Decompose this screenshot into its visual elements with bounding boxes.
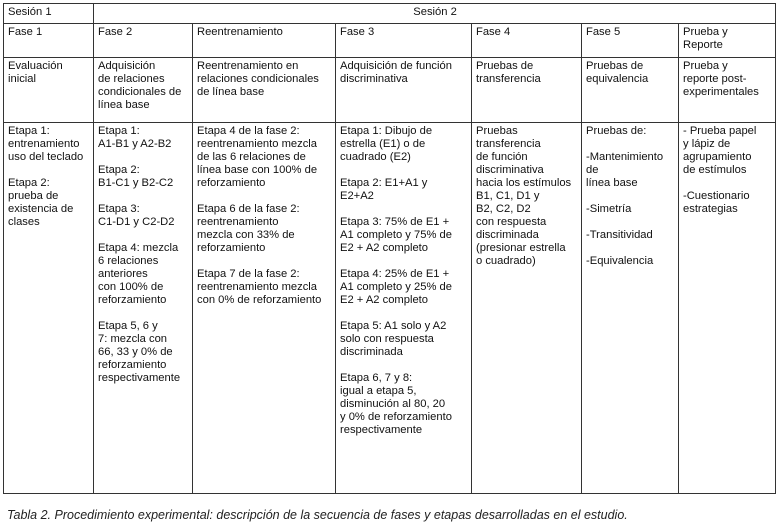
stage-text: Etapa 1: A1-B1 y A2-B2	[98, 125, 172, 150]
procedure-table	[3, 3, 776, 494]
table-caption: Tabla 2. Procedimiento experimental: descripción de la secuencia de fases y etapas desarrolladas en el estudio.	[7, 508, 628, 522]
stage-text: Etapa 5, 6 y 7: mezcla con 66, 33 y 0% de reforzamiento respectivamente	[98, 320, 181, 384]
stage-text: Etapa 5: A1 solo y A2 solo con respuesta discriminada	[340, 320, 447, 358]
stage-text: Etapa 1: Dibujo de estrella (E1) o de cuadrado (E2)	[340, 125, 433, 163]
stage-text: Pruebas transferencia de función discriminativa hacia los estímulos B1, C1, D1 y B2, C2, D2 con respuesta discriminada (presionar estrella o cuadrado)	[476, 125, 572, 267]
stage-text: -Simetría	[586, 203, 632, 215]
phase-header: Fase 3	[336, 24, 472, 58]
phase-details	[4, 123, 94, 494]
phase-header: Fase 1	[4, 24, 94, 58]
phase-header: Prueba y Reporte	[679, 24, 776, 58]
phase-details	[582, 123, 679, 494]
stage-text: Etapa 3: 75% de E1 + A1 completo y 75% de E2 + A2 completo	[340, 216, 452, 254]
phase-details	[94, 123, 193, 494]
phase-description: Pruebas de transferencia	[472, 58, 582, 123]
stage-text: -Transitividad	[586, 229, 653, 241]
session-1-header: Sesión 1	[4, 4, 94, 24]
stage-text: -Mantenimiento de línea base	[586, 151, 664, 189]
stage-text: Etapa 2: prueba de existencia de clases	[8, 177, 74, 228]
stage-text: Pruebas de:	[586, 125, 647, 137]
phase-header: Fase 4	[472, 24, 582, 58]
stage-text: -Cuestionario estrategias	[683, 190, 750, 215]
stage-text: Etapa 6 de la fase 2: reentrenamiento mezcla con 33% de reforzamiento	[197, 203, 300, 254]
stage-text: Etapa 4: mezcla 6 relaciones anteriores con 100% de reforzamiento	[98, 242, 179, 306]
phase-description: Adquisición de relaciones condicionales de línea base	[94, 58, 193, 123]
phase-description: Evaluación inicial	[4, 58, 94, 123]
phase-header: Reentrenamiento	[193, 24, 336, 58]
phase-details	[679, 123, 776, 494]
phase-description: Adquisición de función discriminativa	[336, 58, 472, 123]
stage-text: Etapa 1: entrenamiento uso del teclado	[8, 125, 84, 163]
phase-details	[336, 123, 472, 494]
phase-details	[193, 123, 336, 494]
phase-description: Prueba y reporte post- experimentales	[679, 58, 776, 123]
stage-text: - Prueba papel y lápiz de agrupamiento de estímulos	[683, 125, 757, 176]
phase-description: Pruebas de equivalencia	[582, 58, 679, 123]
phase-description: Reentrenamiento en relaciones condicionales de línea base	[193, 58, 336, 123]
stage-text: Etapa 4: 25% de E1 + A1 completo y 25% de E2 + A2 completo	[340, 268, 452, 306]
phase-details	[472, 123, 582, 494]
stage-text: -Equivalencia	[586, 255, 654, 267]
stage-text: Etapa 6, 7 y 8: igual a etapa 5, disminución al 80, 20 y 0% de reforzamiento respectivamente	[340, 372, 452, 436]
stage-text: Etapa 7 de la fase 2: reentrenamiento mezcla con 0% de reforzamiento	[197, 268, 322, 306]
stage-text: Etapa 4 de la fase 2: reentrenamiento mezcla de las 6 relaciones de línea base con 100% de reforzamiento	[197, 125, 318, 189]
phase-header: Fase 2	[94, 24, 193, 58]
stage-text: Etapa 3: C1-D1 y C2-D2	[98, 203, 175, 228]
stage-text: Etapa 2: B1-C1 y B2-C2	[98, 164, 174, 189]
phase-header: Fase 5	[582, 24, 679, 58]
stage-text: Etapa 2: E1+A1 y E2+A2	[340, 177, 428, 202]
session-2-header: Sesión 2	[94, 4, 776, 24]
